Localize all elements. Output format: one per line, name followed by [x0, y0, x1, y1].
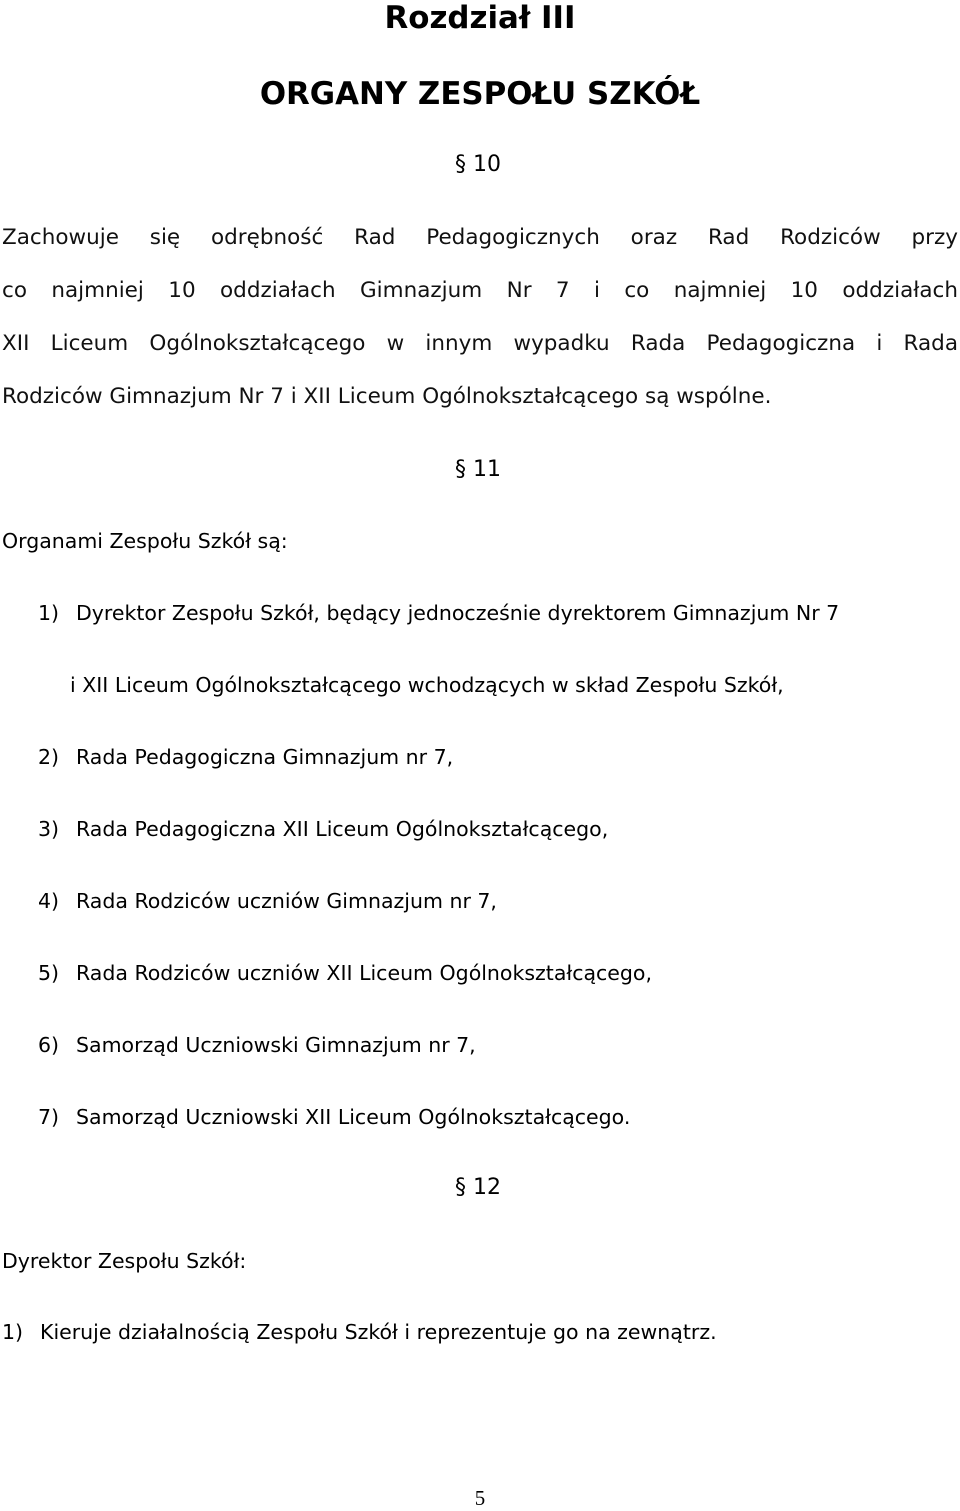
section-11-intro: Organami Zespołu Szkół są: — [2, 529, 288, 553]
chapter-subtitle: ORGANY ZESPOŁU SZKÓŁ — [259, 76, 701, 112]
list-item-text: Samorząd Uczniowski XII Liceum Ogólnokształcącego. — [76, 1105, 631, 1129]
list-item-text: Dyrektor Zespołu Szkół, będący jednocześnie dyrektorem Gimnazjum Nr 7 — [76, 601, 840, 625]
list-item-text: Rada Pedagogiczna XII Liceum Ogólnokształcącego, — [76, 817, 609, 841]
list-item-text: Rada Pedagogiczna Gimnazjum nr 7, — [76, 745, 454, 769]
list-item-number: 1) — [38, 601, 60, 625]
list-item-number: 3) — [38, 817, 60, 841]
list-item-number: 1) — [2, 1320, 24, 1344]
list-item-text: Rada Rodziców uczniów Gimnazjum nr 7, — [76, 889, 497, 913]
list-item-text: Kieruje działalnością Zespołu Szkół i reprezentuje go na zewnątrz. — [40, 1320, 717, 1344]
list-item-text: Samorząd Uczniowski Gimnazjum nr 7, — [76, 1033, 476, 1057]
section-10-line-2: co najmniej 10 oddziałach Gimnazjum Nr 7 i co najmniej 10 oddziałach — [2, 278, 958, 303]
list-item-number: 6) — [38, 1033, 60, 1057]
section-12-intro: Dyrektor Zespołu Szkół: — [2, 1249, 247, 1273]
page-number: 5 — [474, 1486, 486, 1510]
list-item-number: 2) — [38, 745, 60, 769]
list-item-number: 5) — [38, 961, 60, 985]
section-10-symbol: § 10 — [455, 152, 501, 177]
section-12-symbol: § 12 — [455, 1175, 501, 1200]
list-item-number: 4) — [38, 889, 60, 913]
chapter-title: Rozdział III — [384, 0, 576, 36]
section-10-line-1: Zachowuje się odrębność Rad Pedagogicznych oraz Rad Rodziców przy — [2, 225, 958, 250]
list-item-text: Rada Rodziców uczniów XII Liceum Ogólnokształcącego, — [76, 961, 652, 985]
section-10-line-4: Rodziców Gimnazjum Nr 7 i XII Liceum Ogólnokształcącego są wspólne. — [2, 384, 772, 409]
list-item-number: 7) — [38, 1105, 60, 1129]
section-10-line-3: XII Liceum Ogólnokształcącego w innym wypadku Rada Pedagogiczna i Rada — [2, 331, 958, 356]
section-11-symbol: § 11 — [455, 457, 501, 482]
list-item-continuation: i XII Liceum Ogólnokształcącego wchodzących w skład Zespołu Szkół, — [70, 673, 784, 697]
